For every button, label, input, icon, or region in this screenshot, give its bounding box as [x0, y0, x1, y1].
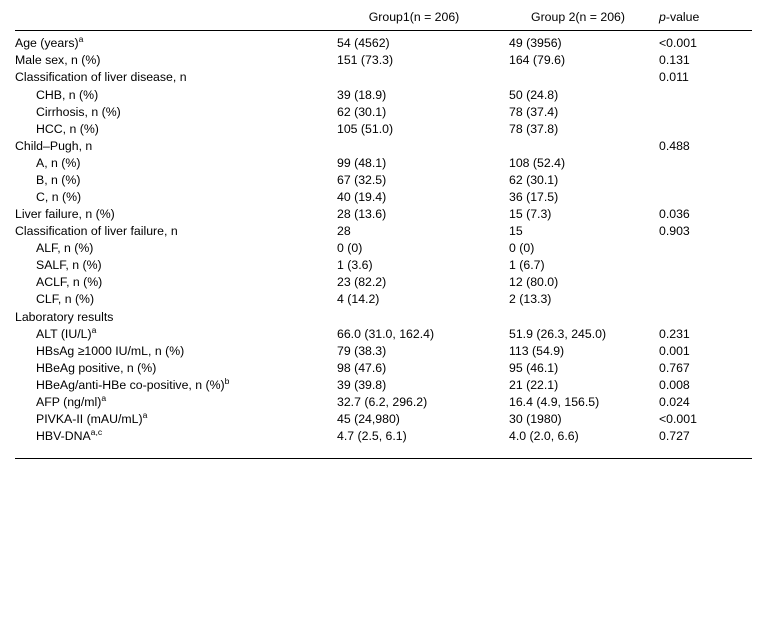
table-row [15, 86, 752, 103]
column-header-group1: Group1(n = 206) [337, 7, 509, 31]
cell-group1: 54 (4562) [337, 36, 390, 51]
cell-pvalue: 0.727 [659, 429, 690, 444]
cell-pvalue: 0.231 [659, 326, 690, 341]
row-label-text: HBeAg positive, n (%) [36, 360, 157, 375]
cell-pvalue [657, 240, 752, 257]
row-label [15, 411, 337, 428]
table-row [15, 52, 752, 69]
table-row [15, 206, 752, 223]
cell-group2: 15 (7.3) [509, 207, 552, 222]
row-label-text: Age (years) [15, 36, 79, 51]
row-label [15, 120, 337, 137]
cell-pvalue: 0.131 [659, 53, 690, 68]
table-row [15, 428, 752, 445]
row-label [15, 428, 337, 445]
table-row [15, 274, 752, 291]
row-label-text: SALF, n (%) [36, 258, 102, 273]
row-label [15, 325, 337, 342]
row-label-text: Child–Pugh, n [15, 138, 93, 153]
column-header-group2: Group 2(n = 206) [509, 7, 657, 31]
clinical-characteristics-table [15, 7, 752, 445]
row-label [15, 394, 337, 411]
cell-pvalue [657, 257, 752, 274]
cell-group1: 62 (30.1) [337, 104, 387, 119]
column-header-label [15, 7, 337, 31]
pvalue-italic-p: p [659, 10, 666, 24]
row-label-text: PIVKA-II (mAU/mL) [36, 412, 143, 427]
table-row [15, 376, 752, 393]
row-label-footnote-marker: a,c [90, 427, 103, 437]
row-label-text: Classification of liver failure, n [15, 224, 178, 239]
row-label-footnote-marker: a [91, 324, 97, 335]
cell-pvalue: <0.001 [659, 36, 697, 51]
cell-group2: 49 (3956) [509, 36, 562, 51]
row-label-footnote-marker: a [142, 409, 148, 420]
table-row [15, 257, 752, 274]
row-label-text: Male sex, n (%) [15, 53, 101, 68]
row-label-text: ALF, n (%) [36, 241, 94, 256]
cell-group1: 99 (48.1) [337, 155, 387, 170]
cell-group2: 4.0 (2.0, 6.6) [509, 429, 579, 444]
cell-group2 [509, 137, 657, 154]
row-label [15, 291, 337, 308]
cell-group1: 1 (3.6) [337, 258, 373, 273]
table-bottom-rule [15, 458, 752, 459]
cell-group2: 78 (37.8) [509, 121, 559, 136]
row-label-text: C, n (%) [36, 190, 82, 204]
cell-group1: 0 (0) [337, 241, 363, 256]
cell-group1: 98 (47.6) [337, 360, 387, 375]
row-label [15, 137, 337, 154]
table-row [15, 342, 752, 359]
cell-pvalue [657, 86, 752, 103]
cell-group1: 66.0 (31.0, 162.4) [337, 326, 435, 341]
cell-group2: 36 (17.5) [509, 190, 559, 204]
table-row [15, 411, 752, 428]
cell-pvalue: 0.903 [659, 224, 690, 239]
column-header-pvalue [657, 7, 752, 31]
cell-pvalue: 0.024 [659, 394, 690, 409]
cell-pvalue [657, 291, 752, 308]
row-label [15, 189, 337, 206]
cell-group1: 105 (51.0) [337, 121, 394, 136]
cell-group1 [337, 69, 509, 86]
cell-group2: 15 [509, 224, 523, 239]
cell-pvalue [657, 172, 752, 189]
cell-group2: 50 (24.8) [509, 87, 559, 102]
cell-group1: 4 (14.2) [337, 292, 380, 307]
cell-group1: 151 (73.3) [337, 53, 394, 68]
cell-pvalue [657, 189, 752, 206]
cell-group1: 28 (13.6) [337, 207, 387, 222]
row-label-text: AFP (ng/ml) [36, 394, 102, 409]
cell-pvalue [657, 154, 752, 171]
row-label-text: HBV-DNA [36, 429, 91, 444]
cell-group2: 164 (79.6) [509, 53, 566, 68]
row-label-footnote-marker: a [101, 392, 107, 403]
cell-pvalue: 0.008 [659, 377, 690, 392]
row-label [15, 103, 337, 120]
cell-group1: 32.7 (6.2, 296.2) [337, 394, 428, 409]
cell-group2: 51.9 (26.3, 245.0) [509, 326, 607, 341]
cell-pvalue: 0.767 [659, 360, 690, 375]
cell-group2 [509, 69, 657, 86]
cell-group1: 39 (39.8) [337, 377, 387, 392]
cell-group1 [337, 137, 509, 154]
table-row [15, 172, 752, 189]
cell-group2: 95 (46.1) [509, 360, 559, 375]
table-row [15, 308, 752, 325]
cell-group2 [509, 308, 657, 325]
cell-pvalue [657, 308, 752, 325]
row-label-text: Classification of liver disease, n [15, 70, 187, 85]
cell-group2: 16.4 (4.9, 156.5) [509, 394, 600, 409]
row-label-text: CHB, n (%) [36, 87, 99, 102]
cell-group1: 39 (18.9) [337, 87, 387, 102]
row-label-text: HCC, n (%) [36, 121, 99, 136]
row-label-text: Laboratory results [15, 309, 114, 324]
row-label [15, 240, 337, 257]
table-row [15, 103, 752, 120]
row-label [15, 172, 337, 189]
row-label [15, 69, 337, 86]
row-label [15, 257, 337, 274]
cell-group2: 0 (0) [509, 241, 535, 256]
table-row [15, 394, 752, 411]
table-row [15, 223, 752, 240]
row-label-text: ALT (IU/L) [36, 326, 92, 341]
cell-group1: 79 (38.3) [337, 343, 387, 358]
cell-group2: 1 (6.7) [509, 258, 545, 273]
cell-group2: 108 (52.4) [509, 155, 566, 170]
row-label [15, 86, 337, 103]
cell-pvalue: 0.001 [659, 343, 690, 358]
row-label-text: CLF, n (%) [36, 292, 95, 307]
cell-pvalue [657, 120, 752, 137]
table-row [15, 359, 752, 376]
cell-group1: 67 (32.5) [337, 172, 387, 187]
row-label-text: HBeAg/anti-HBe co-positive, n (%) [36, 377, 225, 392]
row-label [15, 376, 337, 393]
row-label [15, 223, 337, 240]
cell-group2: 62 (30.1) [509, 172, 559, 187]
row-label [15, 154, 337, 171]
cell-group2: 21 (22.1) [509, 377, 559, 392]
header-row [15, 7, 752, 31]
row-label-text: A, n (%) [36, 155, 81, 170]
cell-pvalue [657, 103, 752, 120]
table-row [15, 154, 752, 171]
cell-group1 [337, 308, 509, 325]
cell-group1: 45 (24,980) [337, 412, 400, 427]
cell-group2: 30 (1980) [509, 412, 562, 427]
table-row [15, 325, 752, 342]
row-label [15, 274, 337, 291]
table-row [15, 189, 752, 206]
row-label-footnote-marker: b [224, 375, 230, 386]
row-label [15, 342, 337, 359]
table-row [15, 120, 752, 137]
cell-pvalue: 0.488 [659, 138, 690, 153]
row-label [15, 52, 337, 69]
table-sheet [0, 7, 767, 621]
cell-group2: 78 (37.4) [509, 104, 559, 119]
table-row [15, 69, 752, 86]
row-label [15, 206, 337, 223]
row-label [15, 308, 337, 325]
cell-group2: 12 (80.0) [509, 275, 559, 290]
row-label-text: B, n (%) [36, 172, 81, 187]
table-row [15, 240, 752, 257]
row-label-text: Cirrhosis, n (%) [36, 104, 121, 119]
table-body [15, 31, 752, 445]
cell-group1: 40 (19.4) [337, 190, 387, 204]
cell-pvalue [657, 274, 752, 291]
cell-group1: 23 (82.2) [337, 275, 387, 290]
row-label-text: ACLF, n (%) [36, 275, 103, 290]
cell-pvalue: 0.011 [659, 70, 689, 85]
cell-group1: 28 [337, 224, 351, 239]
pvalue-header-rest: -value [665, 10, 700, 24]
row-label [15, 31, 337, 52]
cell-pvalue: 0.036 [659, 207, 690, 222]
cell-group2: 113 (54.9) [509, 343, 565, 358]
table-header [15, 7, 752, 31]
row-label-text: Liver failure, n (%) [15, 207, 115, 222]
row-label [15, 359, 337, 376]
table-row [15, 291, 752, 308]
cell-pvalue: <0.001 [659, 412, 697, 427]
row-label-footnote-marker: a [78, 34, 84, 45]
table-row [15, 137, 752, 154]
row-label-text: HBsAg ≥1000 IU/mL, n (%) [36, 343, 185, 358]
cell-group1: 4.7 (2.5, 6.1) [337, 429, 407, 444]
cell-group2: 2 (13.3) [509, 292, 552, 307]
table-row [15, 31, 752, 52]
